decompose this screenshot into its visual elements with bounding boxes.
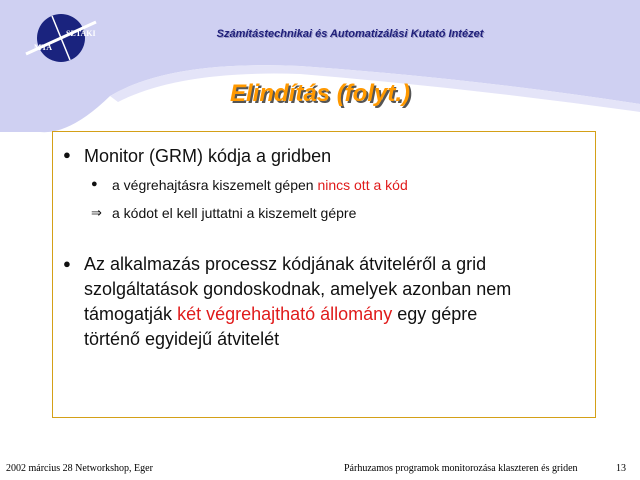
bullet-2-line-2: szolgáltatások gondoskodnak, amelyek azonban nem [84,279,512,299]
bullet-2-line-3-post: egy gépre [392,304,478,324]
sub-bullet-dot-icon: ● [91,178,98,190]
logo-text-mta: MTA [34,43,53,52]
slide-title: Elindítás (folyt.) [230,80,410,107]
bullet-dot-icon: ● [63,256,71,271]
bullet-1-text: Monitor (GRM) kódja a gridben [84,146,332,166]
implies-arrow-icon: ⇒ [91,205,102,220]
logo-text-sztaki: SZTAKI [66,29,96,38]
bullet-dot-icon: ● [63,147,71,162]
bullet-2-line-3 [84,302,589,327]
sub-bullet-1 [112,177,408,193]
institute-name: Számítástechnikai és Automatizálási Kutató Intézet [216,28,484,40]
bullet-2-line-1: Az alkalmazás processz kódjának átviteléről a grid [84,254,487,274]
mta-sztaki-logo [22,14,100,66]
sub-bullet-1-text: a végrehajtásra kiszemelt gépen [112,177,318,193]
footer-presentation-title: Párhuzamos programok monitorozása klaszteren és griden [344,463,578,474]
sub-bullet-1-highlight: nincs ott a kód [317,177,408,193]
bullet-2-line-4: történő egyidejű átvitelét [84,329,280,349]
content-box [52,131,596,418]
bullet-2-line-3-pre: támogatják [84,304,178,324]
bullet-2-highlight: két végrehajtható állomány [177,304,393,324]
footer-event: 2002 március 28 Networkshop, Eger [6,463,153,474]
footer-page-number: 13 [616,463,626,474]
sub-bullet-2-text: a kódot el kell juttatni a kiszemelt gépre [112,205,357,221]
bullet-2-paragraph [84,252,589,352]
